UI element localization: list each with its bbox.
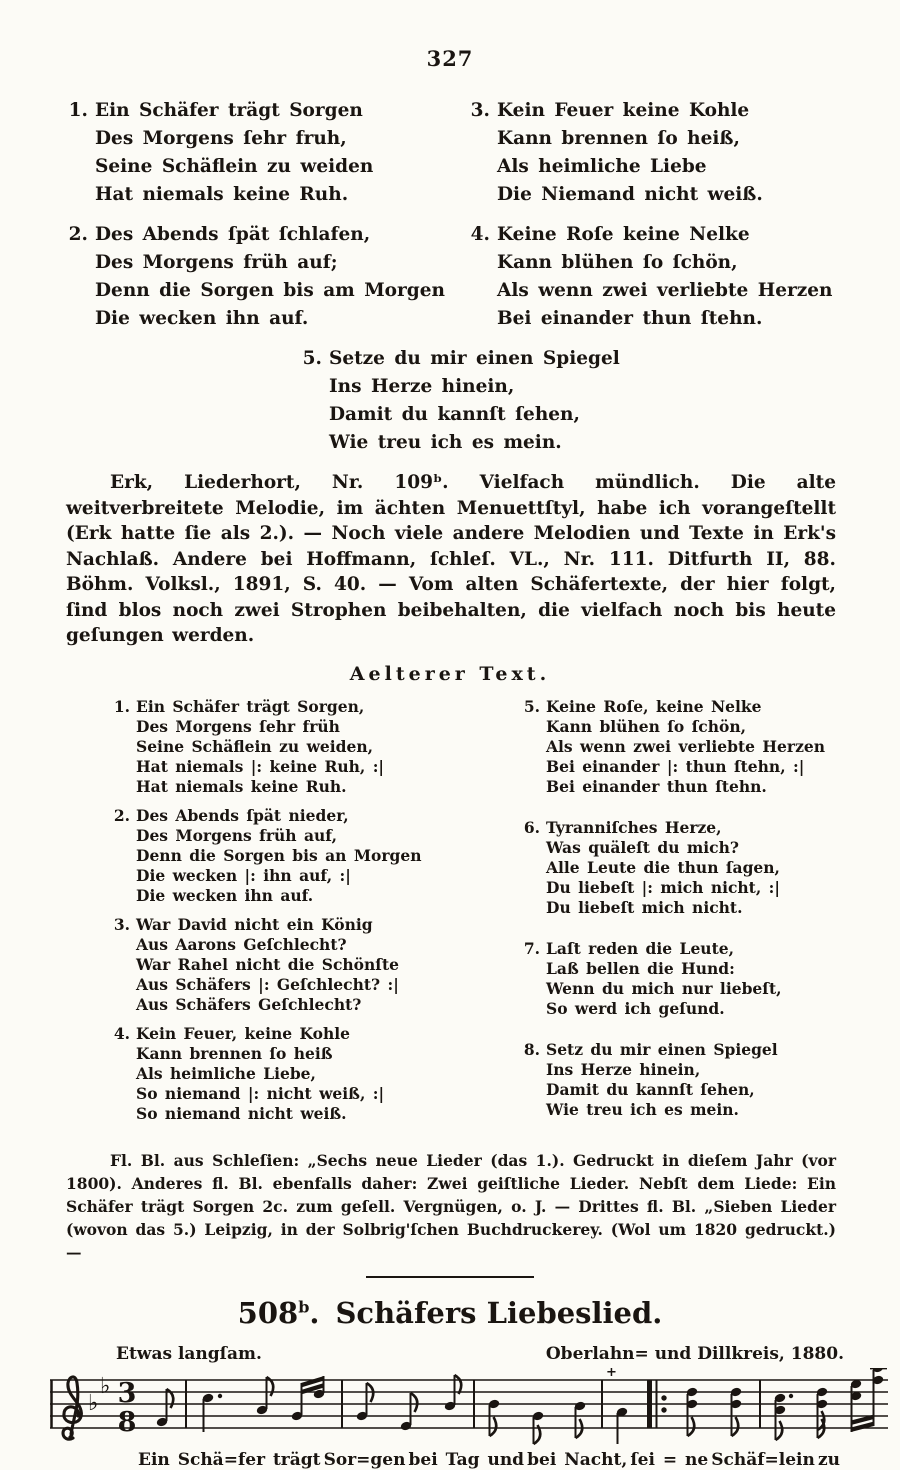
- verse-line: War David nicht ein König: [136, 914, 373, 934]
- verse-column-left: [66, 97, 468, 345]
- stanza: [66, 97, 468, 209]
- verse-line: Des Morgens ſehr früh: [136, 716, 340, 736]
- page-number: 327: [426, 46, 474, 71]
- song-number-superscript: b: [298, 1296, 310, 1316]
- stanza-lines: [95, 221, 445, 333]
- stanza: [522, 697, 900, 797]
- lyric-syllable: Schäf=lein: [711, 1449, 815, 1470]
- verse-line: Die wecken |: ihn auf, :|: [136, 865, 351, 885]
- music-staff: [50, 1368, 888, 1448]
- verse-center: [300, 345, 900, 457]
- verse-line: Hat niemals |: keine Ruh, :|: [136, 756, 385, 776]
- verse-line: Wie treu ich es mein.: [329, 432, 562, 453]
- stanza-number: 2.: [68, 224, 88, 245]
- stanza-number: 2.: [113, 805, 130, 825]
- stanza-number: 1.: [68, 100, 88, 121]
- lyric-syllable: Ein Schä=fer trägt: [138, 1449, 321, 1470]
- lyric-syllable: Sor=gen: [323, 1449, 406, 1470]
- verse-line: Ins Herze hinein,: [329, 376, 515, 397]
- verse-line: Bei einander thun ſtehn.: [546, 776, 767, 796]
- verse-line: Ins Herze hinein,: [546, 1059, 701, 1079]
- stanza-lines: [546, 1040, 778, 1120]
- song-number: 508: [237, 1295, 299, 1330]
- verse-line: Denn die Sorgen bis am Morgen: [95, 280, 445, 301]
- verse-line: Des Morgens früh auf;: [95, 252, 338, 273]
- verse-line: Kann brennen ſo heiß,: [497, 128, 740, 149]
- stanza-lines: [95, 97, 373, 209]
- stanza: [112, 697, 522, 797]
- verse-line: Kann brennen ſo heiß: [136, 1043, 333, 1063]
- lyric-syllable: ſei = ne: [630, 1449, 709, 1470]
- footnote-paragraph: Fl. Bl. aus Schleſien: „Sechs neue Lieder (das 1.). Gedruckt in dieſem Jahr (vor 1800). Anderes fl. Bl. ebenfalls daher: Zwei geiſtliche Lieder. Nebſt dem Liede: Ein Schäfer trägt Sorgen 2c. zum geſell. Vergnügen, o. J. — Drittes fl. Bl. „Sieben Lieder (wovon das 5.) Leipzig, in der Solbrig'ſchen Buchdruckerey. (Wol um 1820 gedruckt.) —: [66, 1150, 836, 1262]
- commentary-paragraph: Erk, Liederhort, Nr. 109ᵇ. Vielfach mündlich. Die alte weitverbreitete Melodie, im ächten Menuettſtyl, habe ich vorangeſtellt (Erk hatte ſie als 2.). — Noch viele andere Melodien und Texte in Erk's Nachlaß. Andere bei Hoffmann, ſchleſ. VL., Nr. 111. Ditfurth II, 88. Böhm. Volksl., 1891, S. 40. — Vom alten Schäfertexte, der hier folgt, ſind blos noch zwei Strophen beibehalten, die vielfach noch bis heute geſungen werden.: [66, 472, 836, 646]
- verse-line: War Rahel nicht die Schönſte: [136, 954, 399, 974]
- time-signature-numerator: 3: [117, 1377, 137, 1409]
- stanza: [112, 806, 522, 906]
- song-number-period: .: [309, 1295, 320, 1330]
- verse-line: Als heimliche Liebe: [497, 156, 707, 177]
- stanza-lines: [497, 97, 763, 209]
- stanza: [522, 1040, 900, 1120]
- stanza: [66, 221, 468, 333]
- stanza: [522, 818, 900, 918]
- stanza-number: 6.: [523, 817, 540, 837]
- lyric-syllable: bei Tag und: [408, 1449, 525, 1470]
- verse-line: Aus Aarons Geſchlecht?: [136, 934, 347, 954]
- verse-line: Laſt reden die Leute,: [546, 938, 734, 958]
- verse-line: Keine Roſe, keine Nelke: [546, 696, 762, 716]
- stanza: [468, 97, 900, 209]
- lyric-syllable: zu: [817, 1449, 840, 1470]
- lyric-syllable: bei Nacht,: [527, 1449, 628, 1470]
- stanza-number: 3.: [113, 914, 130, 934]
- verse-line: Des Morgens früh auf,: [136, 825, 337, 845]
- verse-line: Tyranniſches Herze,: [546, 817, 722, 837]
- verse-line: Als wenn zwei verliebte Herzen: [497, 280, 833, 301]
- verse-line: Denn die Sorgen bis an Morgen: [136, 845, 422, 865]
- older-text-heading: Aelterer Text.: [349, 662, 551, 685]
- stanza-number: 4.: [470, 224, 490, 245]
- stanza-lines: [546, 818, 780, 918]
- tempo-source-row: [116, 1344, 844, 1364]
- verse-line: Hat niemals keine Ruh.: [136, 776, 347, 796]
- verse-line: Des Morgens ſehr fruh,: [95, 128, 347, 149]
- time-signature: [118, 1378, 137, 1438]
- verse-line: Kein Feuer, keine Kohle: [136, 1023, 351, 1043]
- stanza-number: 4.: [113, 1023, 130, 1043]
- verse-line: Die Niemand nicht weiß.: [497, 184, 763, 205]
- stanza-lines: [497, 221, 832, 333]
- section-divider: [366, 1276, 534, 1278]
- verse-line: Setze du mir einen Spiegel: [329, 348, 620, 369]
- verse-line: Des Abends ſpät nieder,: [136, 805, 349, 825]
- verse-line: Als heimliche Liebe,: [136, 1063, 316, 1083]
- stanza: [300, 345, 900, 457]
- stanza-number: 5.: [523, 696, 540, 716]
- stanza-number: 8.: [523, 1039, 540, 1059]
- verse-line: Wenn du mich nur liebeſt,: [546, 978, 782, 998]
- verse-line: Kein Feuer keine Kohle: [497, 100, 750, 121]
- verse-line: So niemand nicht weiß.: [136, 1103, 347, 1123]
- older-text-column-right: [522, 697, 900, 1141]
- flat-sign-icon: ♭: [100, 1373, 111, 1399]
- older-text-column-left: [112, 697, 522, 1141]
- time-signature-denominator: 8: [117, 1406, 137, 1438]
- stanza-number: 7.: [523, 938, 540, 958]
- treble-clef-icon: [63, 1376, 81, 1438]
- verse-line: Laß bellen die Hund:: [546, 958, 735, 978]
- older-text-section: [0, 697, 900, 1141]
- verse-line: Seine Schäflein zu weiden: [95, 156, 374, 177]
- verse-line: Setz du mir einen Spiegel: [546, 1039, 778, 1059]
- verse-line: Die wecken ihn auf.: [136, 885, 314, 905]
- verse-line: Kann blühen ſo ſchön,: [546, 716, 747, 736]
- verse-line: So niemand |: nicht weiß, :|: [136, 1083, 385, 1103]
- stanza-lines: [136, 806, 421, 906]
- verse-section: [0, 97, 900, 345]
- lyrics-line: [138, 1450, 840, 1470]
- stanza: [112, 1024, 522, 1124]
- verse-line: Kann blühen ſo ſchön,: [497, 252, 738, 273]
- stanza-lines: [329, 345, 620, 457]
- stanza-lines: [546, 697, 825, 797]
- stanza-number: 1.: [113, 696, 130, 716]
- stanza: [112, 915, 522, 1015]
- stanza-lines: [546, 939, 782, 1019]
- verse-line: Wie treu ich es mein.: [546, 1099, 739, 1119]
- verse-line: Bei einander |: thun ſtehn, :|: [546, 756, 805, 776]
- verse-line: Aus Schäfers |: Geſchlecht? :|: [136, 974, 399, 994]
- verse-line: Damit du kannſt ſehen,: [546, 1079, 755, 1099]
- stanza: [468, 221, 900, 333]
- ornament-cross: +: [606, 1367, 617, 1380]
- song-title: [0, 1296, 900, 1330]
- stanza-number: 3.: [470, 100, 490, 121]
- stanza-number: 5.: [302, 348, 322, 369]
- staff-lines: [50, 1377, 888, 1428]
- music-notation: [50, 1368, 888, 1470]
- verse-line: Du liebeſt mich nicht.: [546, 897, 743, 917]
- verse-line: Die wecken ihn auf.: [95, 308, 309, 329]
- verse-line: So werd ich geſund.: [546, 998, 725, 1018]
- stanza-lines: [136, 697, 384, 797]
- verse-column-right: [468, 97, 900, 345]
- verse-line: Bei einander thun ſtehn.: [497, 308, 763, 329]
- tempo-marking: Etwas langſam.: [116, 1343, 262, 1364]
- flat-sign-icon: ♭: [88, 1390, 99, 1416]
- verse-line: Ein Schäfer trägt Sorgen: [95, 100, 363, 121]
- stanza-lines: [136, 1024, 384, 1124]
- verse-line: Hat niemals keine Ruh.: [95, 184, 349, 205]
- verse-line: Des Abends ſpät ſchlafen,: [95, 224, 371, 245]
- verse-line: Aus Schäfers Geſchlecht?: [136, 994, 362, 1014]
- verse-line: Damit du kannſt ſehen,: [329, 404, 580, 425]
- verse-line: Was quäleſt du mich?: [546, 837, 739, 857]
- source-attribution: Oberlahn= und Dillkreis, 1880.: [545, 1343, 844, 1364]
- stanza-lines: [136, 915, 399, 1015]
- verse-line: Keine Roſe keine Nelke: [497, 224, 750, 245]
- stanza: [522, 939, 900, 1019]
- verse-line: Als wenn zwei verliebte Herzen: [546, 736, 826, 756]
- verse-line: Seine Schäflein zu weiden,: [136, 736, 374, 756]
- verse-line: Du liebeſt |: mich nicht, :|: [546, 877, 780, 897]
- verse-line: Ein Schäfer trägt Sorgen,: [136, 696, 365, 716]
- verse-line: Alle Leute die thun ſagen,: [546, 857, 780, 877]
- song-title-name: Schäfers Liebeslied.: [335, 1295, 663, 1330]
